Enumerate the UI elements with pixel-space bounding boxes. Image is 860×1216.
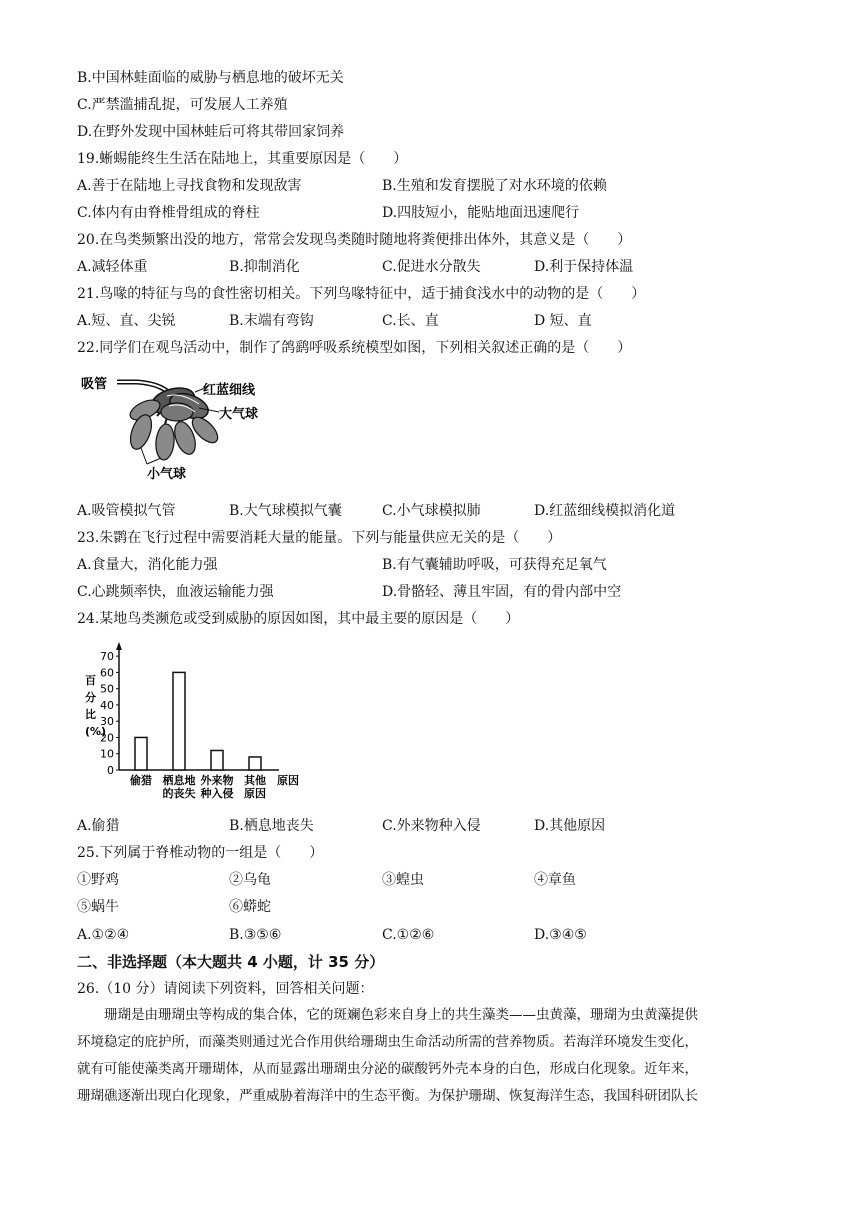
y-tick-label: 60 — [100, 666, 114, 680]
q19-option-b: B.生殖和发育摆脱了对水环境的依赖 — [382, 178, 607, 194]
q24-option-d: D.其他原因 — [534, 818, 606, 834]
q21-stem: 21.鸟喙的特征与鸟的食性密切相关。下列鸟喙特征中，适于捕食浅水中的动物的是（ ） — [77, 286, 646, 302]
q18-option-d: D.在野外发现中国林蛙后可将其带回家饲养 — [77, 124, 345, 140]
y-tick-label: 30 — [100, 715, 114, 729]
y-axis-label: 分 — [85, 691, 96, 704]
x-tick-label: 外来物 — [200, 774, 234, 787]
x-tick-label: 种入侵 — [200, 787, 234, 800]
x-tick-label: 偷猎 — [130, 774, 152, 787]
q20-options — [77, 257, 797, 277]
q25-option-c: C.①②⑥ — [382, 927, 435, 943]
q25-option-b: B.③⑤⑥ — [229, 927, 282, 943]
q21-option-d: D 短、直 — [534, 313, 592, 329]
q22-option-c: C.小气球模拟肺 — [382, 503, 481, 519]
q21-option-a: A.短、直、尖锐 — [77, 313, 176, 329]
q22-option-a: A.吸管模拟气管 — [77, 503, 176, 519]
x-tick-label: 其他 — [244, 774, 266, 787]
bar — [173, 672, 185, 770]
q22-option-d: D.红蓝细线模拟消化道 — [534, 503, 676, 519]
y-tick-label: 10 — [100, 747, 114, 761]
q25-item-4: ④章鱼 — [534, 872, 576, 888]
q24-option-c: C.外来物种入侵 — [382, 818, 481, 834]
q25-items-row-1 — [77, 870, 797, 890]
q21-option-c: C.长、直 — [382, 313, 439, 329]
figure-label-small-balloon: 小气球 — [147, 467, 187, 482]
figure-label-big-balloon: 大气球 — [219, 407, 259, 422]
y-tick-label: 20 — [100, 731, 114, 745]
x-tick-label: 的丧失 — [162, 787, 196, 800]
q19-option-a: A.善于在陆地上寻找食物和发现敌害 — [77, 178, 302, 194]
q25-stem: 25.下列属于脊椎动物的一组是（ ） — [77, 845, 324, 861]
y-axis-label: 百 — [85, 674, 96, 687]
y-axis-arrow-icon — [116, 642, 122, 650]
q25-item-3: ③蝗虫 — [382, 872, 424, 888]
passage-line-3: 就有可能使藻类离开珊瑚体，从而显露出珊瑚虫分泌的碳酸钙外壳本身的白色，形成白化现象。近年来， — [77, 1061, 698, 1077]
q25-option-d: D.③④⑤ — [534, 927, 587, 943]
q19-options-row-1 — [77, 176, 797, 196]
q22-options — [77, 501, 797, 521]
q21-option-b: B.末端有弯钩 — [229, 313, 314, 329]
q25-option-a: A.①②④ — [77, 927, 130, 943]
passage-line-2: 环境稳定的庇护所，而藻类则通过光合作用供给珊瑚虫生命活动所需的营养物质。若海洋环境发生变化， — [77, 1034, 698, 1050]
q23-options-row-1 — [77, 555, 797, 575]
y-axis-label: 比 — [85, 708, 96, 721]
q25-options — [77, 925, 797, 945]
q23-option-a: A.食量大，消化能力强 — [77, 557, 218, 573]
q24-option-a: A.偷猎 — [77, 818, 120, 834]
y-tick-label: 50 — [100, 682, 114, 696]
q20-option-c: C.促进水分散失 — [382, 259, 481, 275]
y-tick-label: 0 — [107, 764, 114, 777]
q20-option-a: A.减轻体重 — [77, 259, 148, 275]
q23-options-row-2 — [77, 582, 797, 602]
q20-option-d: D.利于保持体温 — [534, 259, 634, 275]
bar — [249, 757, 261, 770]
q23-option-b: B.有气囊辅助呼吸，可获得充足氧气 — [382, 557, 607, 573]
q19-options-row-2 — [77, 203, 797, 223]
bar — [211, 750, 223, 770]
section2-title: 二、非选择题（本大题共 4 小题，计 35 分） — [77, 953, 385, 971]
q20-option-b: B.抑制消化 — [229, 259, 300, 275]
q25-item-1: ①野鸡 — [77, 872, 119, 888]
q18-option-c: C.严禁滥捕乱捉，可发展人工养殖 — [77, 97, 288, 113]
passage-line-1: 珊瑚是由珊瑚虫等构成的集合体，它的斑斓色彩来自身上的共生藻类——虫黄藻，珊瑚为虫黄藻提供 — [77, 1007, 698, 1023]
q22-option-b: B.大气球模拟气囊 — [229, 503, 342, 519]
y-axis-label: (%) — [85, 725, 107, 738]
x-axis-label: 原因 — [277, 774, 299, 787]
q23-stem: 23.朱鹮在飞行过程中需要消耗大量的能量。下列与能量供应无关的是（ ） — [77, 530, 562, 546]
q23-option-d: D.骨骼轻、薄且牢固，有的骨内部中空 — [382, 584, 622, 600]
q24-options — [77, 816, 797, 836]
q25-item-2: ②乌龟 — [229, 872, 271, 888]
pigeon-respiratory-model-figure — [77, 368, 277, 493]
figure-label-straw: 吸管 — [81, 377, 108, 392]
q25-item-6: ⑥蟒蛇 — [229, 899, 271, 915]
q24-stem: 24.某地鸟类濒危或受到威胁的原因如图，其中最主要的原因是（ ） — [77, 611, 520, 627]
passage-line-4: 珊瑚礁逐渐出现白化现象，严重威胁着海洋中的生态平衡。为保护珊瑚、恢复海洋生态，我国科研团队长 — [77, 1088, 698, 1104]
x-tick-label: 原因 — [244, 787, 266, 800]
q26-passage — [77, 1002, 777, 1110]
q25-item-5: ⑤蜗牛 — [77, 899, 119, 915]
q23-option-c: C.心跳频率快，血液运输能力强 — [77, 584, 274, 600]
q22-stem: 22.同学们在观鸟活动中，制作了鸽鹞呼吸系统模型如图，下列相关叙述正确的是（ ） — [77, 340, 632, 356]
q19-option-c: C.体内有由脊椎骨组成的脊柱 — [77, 205, 260, 221]
q18-option-b: B.中国林蛙面临的威胁与栖息地的破坏无关 — [77, 70, 344, 86]
figure-label-wire: 红蓝细线 — [203, 383, 256, 398]
y-tick-label: 70 — [100, 650, 114, 664]
y-tick-label: 40 — [100, 698, 114, 712]
q26-stem: 26.（10 分）请阅读下列资料，回答相关问题： — [77, 981, 374, 997]
q19-stem: 19.蜥蜴能终生生活在陆地上，其重要原因是（ ） — [77, 151, 408, 167]
q25-items-row-2 — [77, 897, 797, 917]
q20-stem: 20.在鸟类频繁出没的地方，常常会发现鸟类随时随地将粪便排出体外，其意义是（ ） — [77, 232, 632, 248]
q21-options — [77, 311, 797, 331]
bird-threat-bar-chart — [77, 638, 307, 810]
bar — [135, 737, 147, 770]
q24-option-b: B.栖息地丧失 — [229, 818, 314, 834]
x-tick-label: 栖息地 — [162, 774, 196, 787]
q19-option-d: D.四肢短小，能贴地面迅速爬行 — [382, 205, 580, 221]
